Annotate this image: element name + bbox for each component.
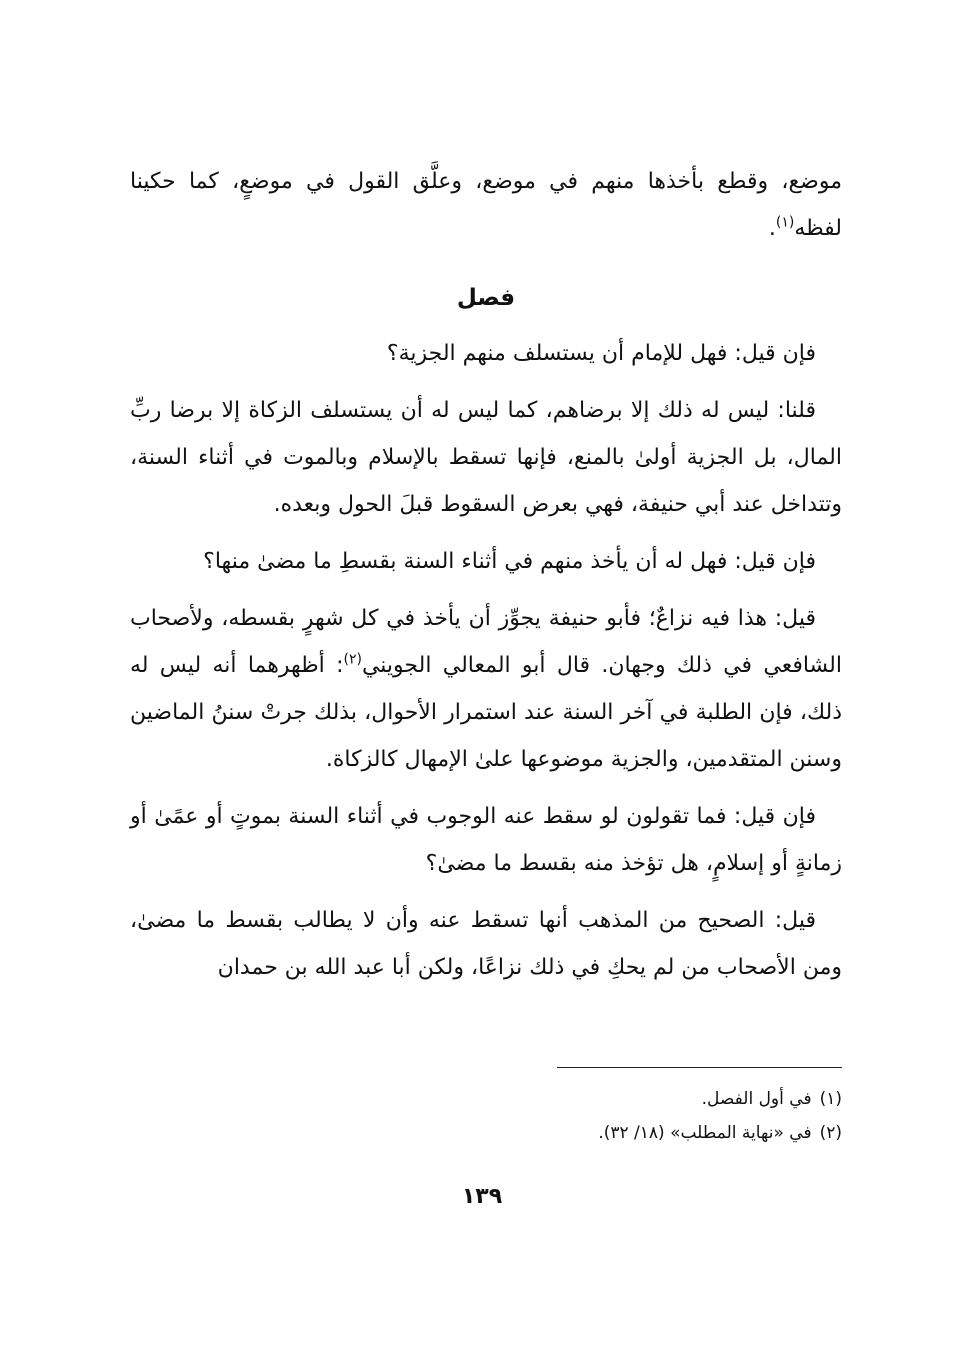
footnote-2-number: (٢) — [819, 1123, 842, 1143]
answer-2-before-ref: قيل: هذا فيه نزاعٌ؛ فأبو حنيفة يجوِّز أن يأخذ في كل شهرٍ بقسطه، ولأصحاب الشافعي في ذلك وجهان. قال أبو المعالي الجويني — [130, 606, 842, 678]
continuation-text: موضع، وقطع بأخذها منهم في موضع، وعلَّق القول في موضعٍ، كما حكينا لفظه — [130, 169, 842, 241]
answer-paragraph-3: قيل: الصحيح من المذهب أنها تسقط عنه وأن لا يطالب بقسط ما مضىٰ، ومن الأصحاب من لم يحكِ في ذلك نزاعًا، ولكن أبا عبد الله بن حمدان — [130, 908, 842, 980]
continuation-block — [130, 158, 842, 252]
footnote-2-text: في «نهاية المطلب» (١٨/ ٣٢). — [598, 1123, 812, 1143]
footnote-1-number: (١) — [819, 1089, 842, 1109]
continuation-paragraph — [130, 158, 842, 252]
footnotes — [430, 1082, 842, 1150]
section-heading: فصل — [456, 285, 516, 311]
page-number: ١٣٩ — [461, 1184, 503, 1209]
footnote-1-text: في أول الفصل. — [701, 1089, 812, 1109]
footnote-ref-1[interactable]: (١) — [775, 214, 795, 231]
answer-paragraph-2 — [130, 595, 842, 783]
footnote-separator — [557, 1067, 842, 1068]
continuation-tail: . — [768, 216, 776, 241]
footnote-2 — [430, 1116, 842, 1150]
question-paragraph-2: فإن قيل: فهل له أن يأخذ منهم في أثناء السنة بقسطِ ما مضىٰ منها؟ — [203, 549, 816, 574]
question-paragraph-3: فإن قيل: فما تقولون لو سقط عنه الوجوب في أثناء السنة بموتٍ أو عمًىٰ أو زمانةٍ أو إسلامٍ، هل تؤخذ منه بقسط ما مضىٰ؟ — [130, 804, 842, 876]
main-body — [130, 330, 842, 991]
footnote-1 — [430, 1082, 842, 1116]
answer-paragraph-1: قلنا: ليس له ذلك إلا برضاهم، كما ليس له أن يستسلف الزكاة إلا برضا ربِّ المال، بل الجزية أولىٰ بالمنع، فإنها تسقط بالإسلام وبالموت في أثناء السنة، وتتداخل عند أبي حنيفة، فهي بعرض السقوط قبلَ الحول وبعده. — [130, 398, 842, 517]
answer-2-after-ref: : أظهرهما أنه ليس له ذلك، فإن الطلبة في آخر السنة عند استمرار الأحوال، بذلك جرتْ سننُ الماضين وسنن المتقدمين، والجزية موضوعها علىٰ الإمهال كالزكاة. — [130, 653, 842, 772]
footnote-ref-2[interactable]: (٢) — [343, 651, 362, 668]
question-paragraph-1: فإن قيل: فهل للإمام أن يستسلف منهم الجزية؟ — [386, 341, 816, 366]
